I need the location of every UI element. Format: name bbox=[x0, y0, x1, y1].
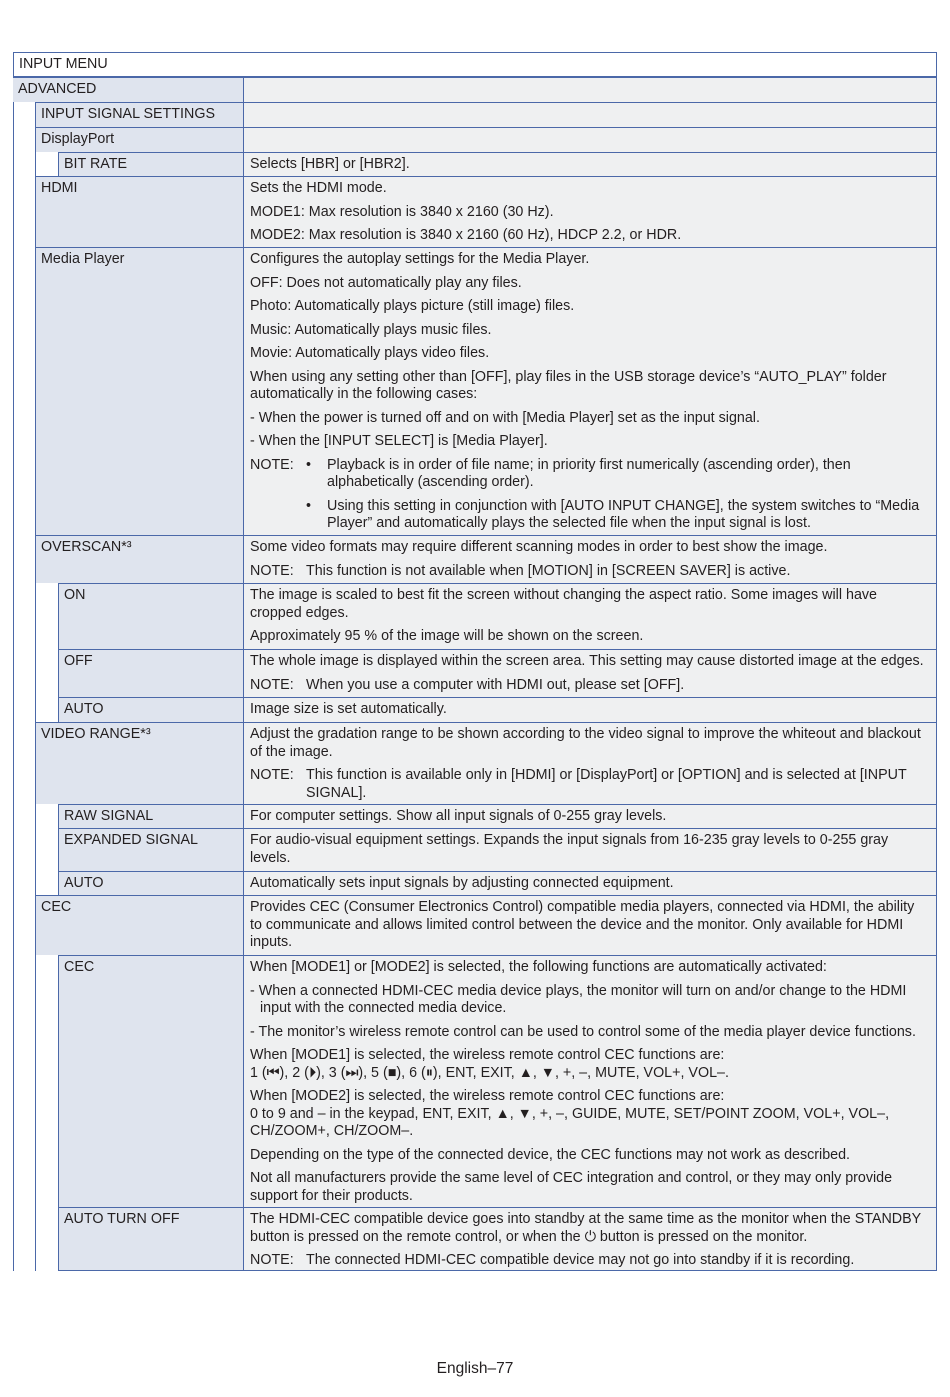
row-description: Selects [HBR] or [HBR2]. bbox=[243, 152, 937, 176]
row-description bbox=[243, 77, 937, 102]
row-description: The image is scaled to best fit the screen without changing the aspect ratio. Some images will have cropped edges. Approximately 95 % of the image will be shown on the screen. bbox=[243, 583, 937, 649]
row-label: RAW SIGNAL bbox=[58, 804, 243, 828]
row-label: OFF bbox=[58, 649, 243, 697]
row-label: Media Player bbox=[35, 247, 243, 535]
table-title-row bbox=[13, 52, 937, 77]
row-description: The HDMI-CEC compatible device goes into standby at the same time as the monitor when the STANDBY button is pressed on the remote control, or when the ⏻ button is pressed on the monitor. NOTE: The connected HDMI-CEC compatible device may not go into standby if it is recording. bbox=[243, 1207, 937, 1271]
table-row bbox=[13, 828, 937, 871]
row-description: When [MODE1] or [MODE2] is selected, the following functions are automatically activated: - When a connected HDMI-CEC media device plays, the monitor will turn on and/or change to the HDMI input with the connected media device. - The monitor’s wireless remote control can be used to control some of the media player device functions. When [MODE1] is selected, the wireless remote control CEC functions are: 1 (⏮), 2 (⏵), 3 (⏭), 5 (■), 6 (⏸), ENT, EXIT, ▲, ▼, +, –, MUTE, VOL+, VOL–. When [MODE2] is selected, the wireless remote control CEC functions are: 0 to 9 and – in the keypad, ENT, EXIT, ▲, ▼, +, –, GUIDE, MUTE, SET/POINT ZOOM, VOL+, VOL–, CH/ZOOM+, CH/ZOOM–. Depending on the type of the connected device, the CEC functions may not work as described. Not all manufacturers provide the same level of CEC integration and control, or they may only provide support for their products. bbox=[243, 955, 937, 1207]
row-description: Automatically sets input signals by adjusting connected equipment. bbox=[243, 871, 937, 895]
bullet-icon: • bbox=[306, 497, 312, 514]
table-row bbox=[13, 127, 937, 152]
table-row bbox=[13, 722, 937, 804]
table-row bbox=[13, 176, 937, 247]
row-label: ADVANCED bbox=[13, 77, 243, 102]
table-row bbox=[13, 697, 937, 722]
row-label: OVERSCAN*³ bbox=[35, 535, 243, 583]
table-row bbox=[13, 247, 937, 535]
table-row bbox=[13, 1207, 937, 1271]
row-label: CEC bbox=[35, 895, 243, 955]
table-title: INPUT MENU bbox=[13, 52, 937, 77]
table-row bbox=[13, 895, 937, 955]
table-row bbox=[13, 804, 937, 828]
row-description: Configures the autoplay settings for the Media Player. OFF: Does not automatically play any files. Photo: Automatically plays picture (still image) files. Music: Automatically plays music files. Movie: Automatically plays video files. When using any setting other than [OFF], play files in the USB storage device’s “AUTO_PLAY” folder automatically in the following cases: - When the power is turned off and on with [Media Player] set as the input signal. - When the [INPUT SELECT] is [Media Player]. NOTE: • Playback is in order of file name; in priority first numerically (ascending order), then alphabetically (ascending order). • Using this setting in conjunction with [AUTO INPUT CHANGE], the system switches to “Media Player” and automatically plays the selected file when the input signal is lost. bbox=[243, 247, 937, 535]
page-footer: English–77 bbox=[436, 1360, 514, 1377]
bullet-icon: • bbox=[306, 456, 312, 473]
table-row bbox=[13, 77, 937, 102]
row-description: For computer settings. Show all input signals of 0-255 gray levels. bbox=[243, 804, 937, 828]
row-description: For audio-visual equipment settings. Expands the input signals from 16-235 gray levels to 0-255 gray levels. bbox=[243, 828, 937, 871]
row-description bbox=[243, 127, 937, 152]
row-description: Some video formats may require different scanning modes in order to best show the image. NOTE: This function is not available when [MOTION] in [SCREEN SAVER] is active. bbox=[243, 535, 937, 583]
row-label: VIDEO RANGE*³ bbox=[35, 722, 243, 804]
table-row bbox=[13, 583, 937, 649]
table-row bbox=[13, 102, 937, 127]
row-description: Image size is set automatically. bbox=[243, 697, 937, 722]
table-row bbox=[13, 152, 937, 176]
row-label: AUTO bbox=[58, 697, 243, 722]
row-description: Adjust the gradation range to be shown according to the video signal to improve the whiteout and blackout of the image. NOTE: This function is available only in [HDMI] or [DisplayPort] or [OPTION] and is selected at [INPUT SIGNAL]. bbox=[243, 722, 937, 804]
row-label: AUTO bbox=[58, 871, 243, 895]
row-label: INPUT SIGNAL SETTINGS bbox=[35, 102, 243, 127]
table-row bbox=[13, 649, 937, 697]
row-description: The whole image is displayed within the screen area. This setting may cause distorted image at the edges. NOTE: When you use a computer with HDMI out, please set [OFF]. bbox=[243, 649, 937, 697]
row-label: CEC bbox=[58, 955, 243, 1207]
menu-table bbox=[13, 52, 937, 1271]
row-label: BIT RATE bbox=[58, 152, 243, 176]
row-label: DisplayPort bbox=[35, 127, 243, 152]
row-label: AUTO TURN OFF bbox=[58, 1207, 243, 1271]
row-description bbox=[243, 102, 937, 127]
row-description: Sets the HDMI mode. MODE1: Max resolution is 3840 x 2160 (30 Hz). MODE2: Max resolution is 3840 x 2160 (60 Hz), HDCP 2.2, or HDR. bbox=[243, 176, 937, 247]
table-row bbox=[13, 535, 937, 583]
row-label: HDMI bbox=[35, 176, 243, 247]
row-label: ON bbox=[58, 583, 243, 649]
row-description: Provides CEC (Consumer Electronics Control) compatible media players, connected via HDMI, the ability to communicate and allows limited control between the device and the monitor. Only available for HDMI inputs. bbox=[243, 895, 937, 955]
row-label: EXPANDED SIGNAL bbox=[58, 828, 243, 871]
table-row bbox=[13, 871, 937, 895]
table-row bbox=[13, 955, 937, 1207]
